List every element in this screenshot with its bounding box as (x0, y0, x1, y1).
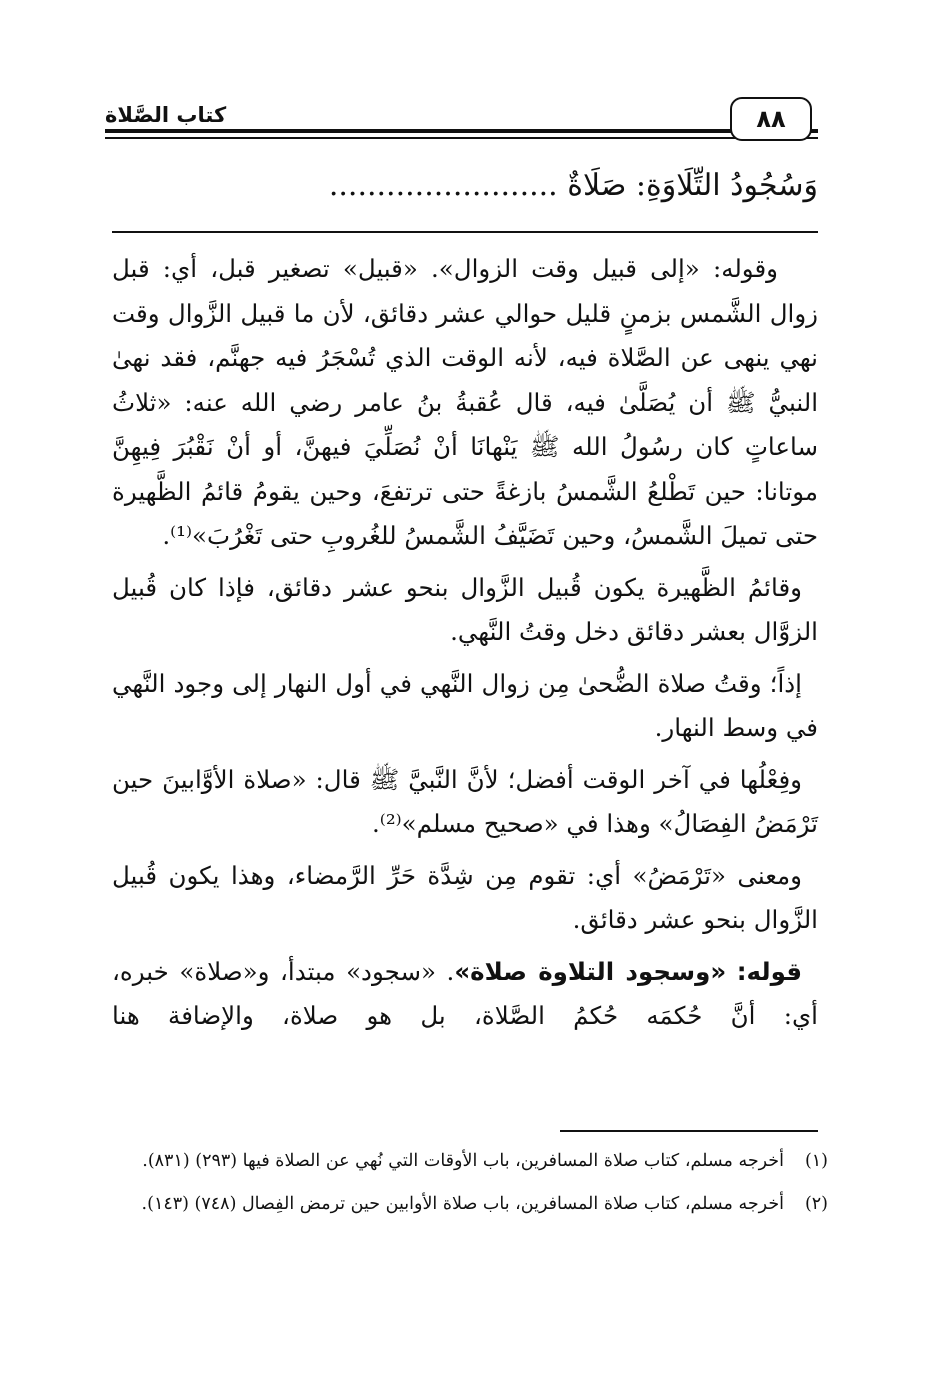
page-number-box (730, 97, 812, 141)
page-number: ٨٨ (756, 105, 786, 133)
commentary-body (112, 247, 818, 1046)
paragraph: وفِعْلُها في آخر الوقت أفضل؛ لأنَّ النَّبيَّ ﷺ قال: «صلاة الأوَّابينَ حين تَرْمَضُ الفِصَالُ» وهذا في «صحيح مسلم»⁽²⁾. (112, 764, 818, 838)
paragraph: وقائمُ الظَّهيرة يكون قُبيل الزَّوال بنحو عشر دقائق، فإذا كان قُبيل الزوَّال بعشر دقائق دخل وقتُ النَّهي. (112, 572, 818, 646)
matn-separator (112, 231, 818, 233)
header-thick-rule (105, 129, 818, 133)
footnotes (116, 1145, 828, 1231)
footnote (116, 1145, 828, 1177)
paragraph: إذاً؛ وقتُ صلاة الضُّحىٰ مِن زوال النَّهي في أول النهار إلى وجود النَّهي في وسط النهار. (112, 668, 818, 742)
qawl-rest: . «سجود» مبتدأ، و«صلاة» خبره، أي: أنَّ حُكمَه حُكمُ الصَّلاة، بل هو صلاة، والإضافة هنا (112, 956, 818, 1030)
paragraph: ومعنى «تَرْمَضُ» أي: تقوم مِن شِدَّة حَرِّ الرَّمضاء، وهذا يكون قُبيل الزَّوال بنحو عشر دقائق. (112, 860, 818, 934)
book-title: كتاب الصَّلاة (105, 103, 227, 127)
paragraph-qawl (112, 950, 818, 1039)
footnote-text: أخرجه مسلم، كتاب صلاة المسافرين، باب صلاة الأوابين حين ترمض الفِصال (٧٤٨) (١٤٣). (141, 1194, 784, 1214)
footnote-text: أخرجه مسلم، كتاب صلاة المسافرين، باب الأوقات التي نُهي عن الصلاة فيها (٢٩٣) (٨٣١). (142, 1151, 784, 1171)
header-thin-rule (105, 137, 818, 139)
qawl-label: قوله: (736, 956, 802, 986)
paragraph: وقوله: «إلى قبيل وقت الزوال». «قبيل» تصغير قبل، أي: قبل زوال الشَّمس بزمنٍ قليل حوالي عشر دقائق، لأن ما قبيل الزَّوال وقت نهي ينهى عن الصَّلاة فيه، لأنه الوقت الذي تُسْجَرُ فيه جهنَّم، فقد نهىٰ النبيُّ ﷺ أن يُصَلَّىٰ فيه، قال عُقبةُ بنُ عامر رضي الله عنه: «ثلاثُ ساعاتٍ كان رسُولُ الله ﷺ يَنْهانَا أنْ نُصَلِّيَ فيهنَّ، أو أنْ نَقْبُرَ فِيهِنَّ موتانا: حين تَطْلعُ الشَّمسُ بازغةً حتى ترتفعَ، وحين يقومُ قائمُ الظَّهيرة حتى تميلَ الشَّمسُ، وحين تَضَيَّفُ الشَّمسُ للغُروبِ حتى تَغْرُبَ»⁽¹⁾. (112, 254, 818, 550)
footnote-number: (١) (804, 1151, 828, 1171)
footnote-number: (٢) (804, 1194, 828, 1214)
qawl-quote: «وسجود التلاوة صلاة» (454, 956, 727, 986)
footnote-separator (560, 1130, 818, 1132)
page-header (105, 95, 818, 150)
matn-line: وَسُجُودُ التِّلَاوَةِ: صَلَاةٌ ........................ (328, 168, 818, 203)
footnote (116, 1188, 828, 1220)
